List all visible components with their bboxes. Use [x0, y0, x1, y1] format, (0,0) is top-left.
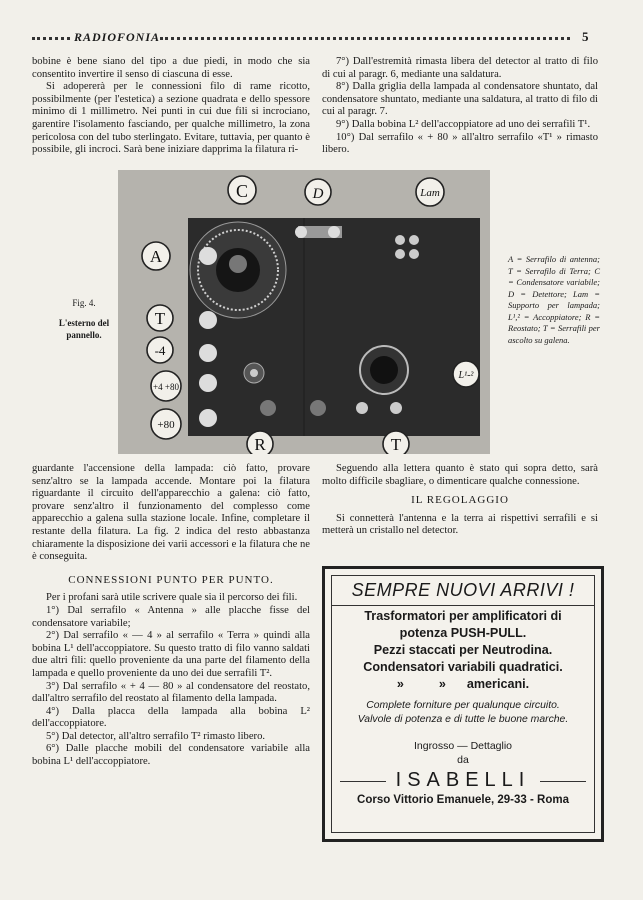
page-number: 5	[582, 29, 589, 44]
figure-caption	[50, 297, 118, 341]
figure-title: L'esterno del pannello.	[58, 318, 110, 340]
advertisement	[322, 566, 604, 842]
panel-illustration	[118, 170, 490, 454]
paragraph: Seguendo alla lettera quanto è stato qui sopra detto, sarà molto difficile sbagliare, o dimenticare qualche connessione.	[322, 463, 598, 487]
ad-name-row	[332, 769, 594, 793]
header-rule-right	[160, 37, 570, 40]
ad-divider	[332, 605, 594, 606]
ad-name-rule	[540, 781, 586, 782]
list-item: 1°) Dal serrafilo « Antenna » alle placche fisse del condensatore variabile;	[32, 604, 310, 629]
list-item: Per i profani sarà utile scrivere quale sia il percorso dei fili.	[46, 592, 298, 604]
paragraph: Si adopererà per le connessioni filo di rame ricotto, possibilmente (per l'estetica) a sezione quadrata e dello spessore minimo di 1 millimetro. Nei punti in cui due fili si incrociano, garentire l'isolamento fasciando, per qualche millimetro, la zona pericolosa con del tubo sterlingato. Evitare, tuttavia, per quanto è possibile, gli incroci. Sarà bene iniziare dapprima la filatura ri-	[32, 81, 310, 156]
ad-line: Trasformatori per amplificatori di	[364, 609, 562, 623]
ad-frame	[331, 575, 595, 833]
paragraph: 10°) Dal serrafilo « + 80 » all'altro serrafilo «T¹ » rimasto libero.	[322, 131, 598, 156]
mark-Lam: Lam	[420, 187, 440, 199]
ad-line: Pezzi staccati per Neutrodina.	[373, 643, 553, 657]
mark-T2: T	[390, 435, 402, 454]
mark-D: D	[312, 186, 324, 202]
list-item: 2°) Dal serrafilo « — 4 » al serrafilo « Terra » quindi alla bobina L¹ dell'accoppiatore. Su questo tratto di filo vanno saldati due altri fili: quello proveniente da una parte del filamento della lampada e quello proveniente da uno dei due serrafili T².	[32, 630, 310, 679]
mark-A: A	[149, 247, 163, 266]
paragraph: 8°) Dalla griglia della lampada al condensatore shuntato, dal condensatore shuntato, mediante una saldatura, al tratto di filo di cui al paragr. 7.	[322, 81, 598, 118]
left-column-bottom	[32, 463, 310, 769]
mark-C: C	[235, 181, 249, 201]
paragraph: guardante l'accensione della lampada: ciò fatto, provare senz'altro se la lampada accende. Montare poi la filatura riguardante il circuito dell'apparecchio a galena: ciò fatto, provare senz'altro il funzionamento del complesso come apparecchio a galena sulla stazione locale. Infine, completare il restante della filatura. La fig. 2 indica del resto abbastanza chiaramente la disposizione dei varii accessori e la filatura che ne è conseguita.	[32, 463, 310, 563]
running-header	[32, 30, 612, 46]
ad-name-rule	[340, 781, 386, 782]
paragraph: bobine è bene siano del tipo a due piedi, in modo che sia consentito invertire il senso di ciascuna di esse.	[32, 56, 310, 80]
list-item: 4°) Dalla placca della lampada alla bobina L² dell'accoppiatore.	[32, 705, 310, 730]
mark-T1: T	[154, 309, 166, 328]
mark-L12: L¹-²	[458, 370, 474, 381]
figure-label: Fig. 4.	[72, 298, 96, 308]
ad-line: Condensatori variabili quadratici.	[363, 660, 563, 674]
mark-R: R	[254, 435, 266, 454]
ad-address: Corso Vittorio Emanuele, 29-33 - Roma	[357, 794, 569, 806]
mark-p80: +80	[157, 419, 175, 431]
ad-line: » » americani.	[396, 677, 530, 691]
figure-legend: A = Serrafilo di antenna; T = Serrafilo di Terra; C = Condensatore variabile; D = Detettore; Lam = Supporto per lampada; L¹,² = Accoppiatore; R = Reostato; T = Serrafili per ascolto su galena.	[508, 254, 600, 345]
ad-italic-line: Complete forniture per qualunque circuito.	[366, 700, 560, 711]
paragraph: 7°) Dall'estremità rimasta libera del detector al tratto di filo di cui al paragr. 6, mediante una saldatura.	[322, 56, 598, 80]
mark-p4p80: +4 +80	[153, 382, 179, 392]
paragraph: 9°) Dalla bobina L² dell'accoppiatore ad uno dei serrafili T¹.	[336, 118, 591, 130]
section-heading-connessioni: CONNESSIONI PUNTO PER PUNTO.	[68, 573, 274, 586]
header-rule-left	[32, 37, 70, 40]
left-column-top	[32, 56, 310, 157]
list-item: 6°) Dalle placche mobili del condensatore variabile alla bobina L¹ dell'accoppiatore.	[32, 743, 310, 768]
mark-m4: -4	[154, 343, 166, 358]
list-item: 5°) Dal detector, all'altro serrafilo T² rimasto libero.	[46, 730, 266, 742]
ad-company-name: ISABELLI	[395, 769, 531, 791]
ad-headline: SEMPRE NUOVI ARRIVI !	[351, 580, 575, 600]
right-column-bottom	[322, 463, 598, 538]
ad-da: da	[457, 754, 469, 766]
list-item: 3°) Dal serrafilo « + 4 — 80 » al condensatore del reostato, dall'altro serrafilo del reostato al filamento della lampada.	[32, 680, 310, 705]
section-heading-regolaggio: IL REGOLAGGIO	[411, 494, 509, 507]
ad-line: potenza PUSH-PULL.	[399, 626, 527, 640]
paragraph: Si connetterà l'antenna e la terra ai rispettivi serrafili e si metterà un cristallo nel detector.	[322, 512, 598, 537]
ad-trade: Ingrosso — Dettaglio	[413, 740, 513, 752]
journal-title: RADIOFONIA	[74, 30, 161, 44]
ad-italic-line: Valvole di potenza e di tutte le buone marche.	[357, 714, 569, 725]
right-column-top	[322, 56, 598, 157]
panel-photo	[118, 170, 490, 454]
